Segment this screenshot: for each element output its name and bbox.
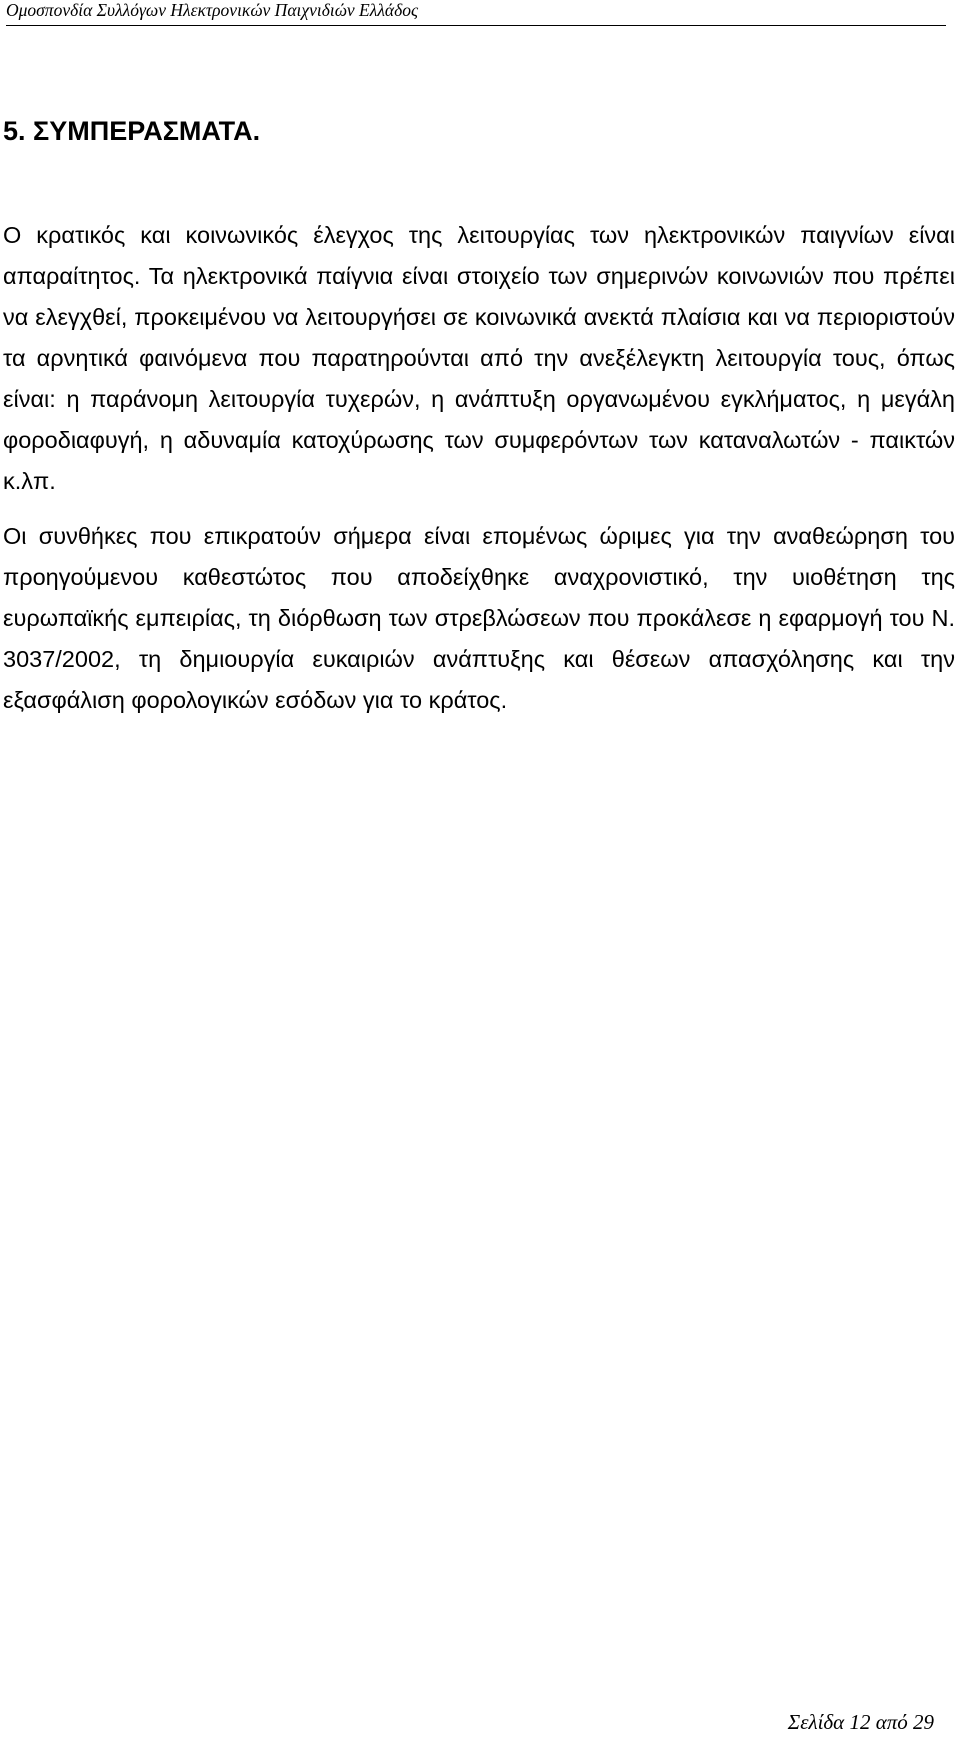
section-title: 5. ΣΥΜΠΕΡΑΣΜΑΤΑ. [3,116,261,146]
running-header: Ομοσπονδία Συλλόγων Ηλεκτρονικών Παιχνιδιών Ελλάδος [6,0,946,26]
paragraph-conclusion-2: Οι συνθήκες που επικρατούν σήμερα είναι επομένως ώριμες για την αναθεώρηση του προηγούμενου καθεστώτος που αποδείχθηκε αναχρονιστικό, την υιοθέτηση της ευρωπαϊκής εμπειρίας, τη διόρθωση των στρεβλώσεων που προκάλεσε η εφαρμογή του Ν. 3037/2002, τη δημιουργία ευκαιριών ανάπτυξης και θέσεων απασχόλησης και την εξασφάλιση φορολογικών εσόδων για το κράτος. [3,523,955,713]
page-number: Σελίδα 12 από 29 [787,1710,934,1734]
paragraph-conclusion-1: Ο κρατικός και κοινωνικός έλεγχος της λειτουργίας των ηλεκτρονικών παιγνίων είναι απαραίτητος. Τα ηλεκτρονικά παίγνια είναι στοιχείο των σημερινών κοινωνιών που πρέπει να ελεγχθεί, προκειμένου να λειτουργήσει σε κοινωνικά ανεκτά πλαίσια και να περιοριστούν τα αρνητικά φαινόμενα που παρατηρούνται από την ανεξέλεγκτη λειτουργία τους, όπως είναι: η παράνομη λειτουργία τυχερών, η ανάπτυξη οργανωμένου εγκλήματος, η μεγάλη φοροδιαφυγή, η αδυναμία κατοχύρωσης των συμφερόντων των καταναλωτών - παικτών κ.λπ. [3,222,955,494]
document-body [3,115,955,721]
